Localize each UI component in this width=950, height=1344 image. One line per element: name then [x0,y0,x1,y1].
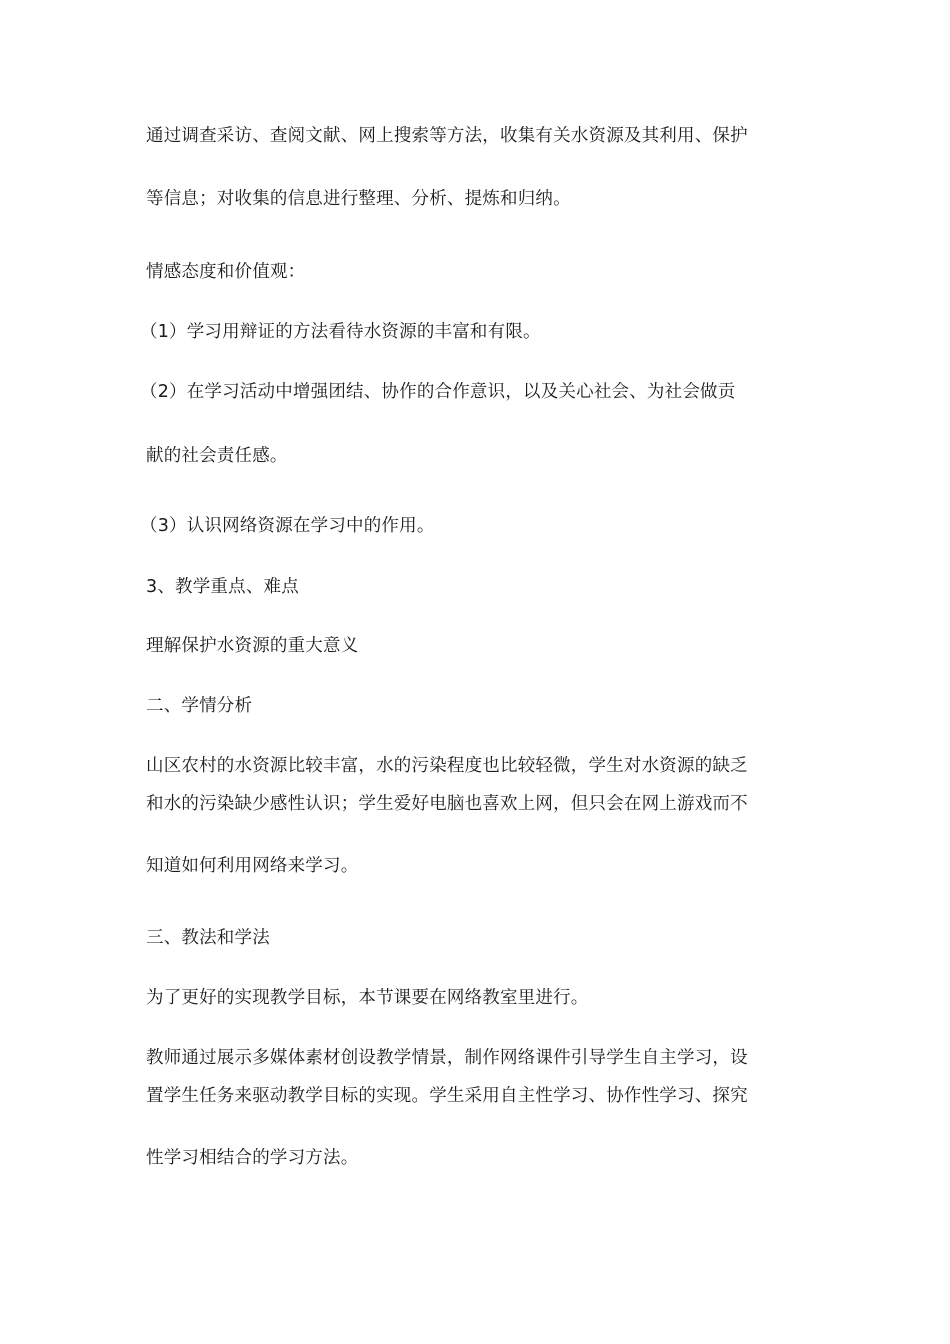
paragraph-line: 理解保护水资源的重大意义 [146,636,359,656]
list-item: （1）学习用辩证的方法看待水资源的丰富和有限。 [140,322,541,342]
paragraph-line: 为了更好的实现教学目标，本节课要在网络教室里进行。 [146,988,589,1008]
section-heading: 情感态度和价值观： [146,262,306,282]
section-heading: 三、教法和学法 [146,928,270,948]
paragraph-line: 置学生任务来驱动教学目标的实现。学生采用自主性学习、协作性学习、探究 [146,1086,748,1106]
paragraph-line: 山区农村的水资源比较丰富，水的污染程度也比较轻微，学生对水资源的缺乏 [146,756,748,776]
paragraph-line: 通过调查采访、查阅文献、网上搜索等方法，收集有关水资源及其利用、保护 [146,126,748,146]
list-item: （3）认识网络资源在学习中的作用。 [140,516,435,536]
paragraph-line: 等信息；对收集的信息进行整理、分析、提炼和归纳。 [146,189,571,209]
paragraph-line: 献的社会责任感。 [146,446,288,466]
paragraph-line: 和水的污染缺少感性认识；学生爱好电脑也喜欢上网，但只会在网上游戏而不 [146,794,748,814]
section-heading: 二、学情分析 [146,696,253,716]
paragraph-line: 性学习相结合的学习方法。 [146,1148,359,1168]
paragraph-line: 教师通过展示多媒体素材创设教学情景，制作网络课件引导学生自主学习，设 [146,1048,748,1068]
section-heading: 3、教学重点、难点 [146,577,299,597]
list-item: （2）在学习活动中增强团结、协作的合作意识，以及关心社会、为社会做贡 [140,382,736,402]
paragraph-line: 知道如何利用网络来学习。 [146,856,359,876]
